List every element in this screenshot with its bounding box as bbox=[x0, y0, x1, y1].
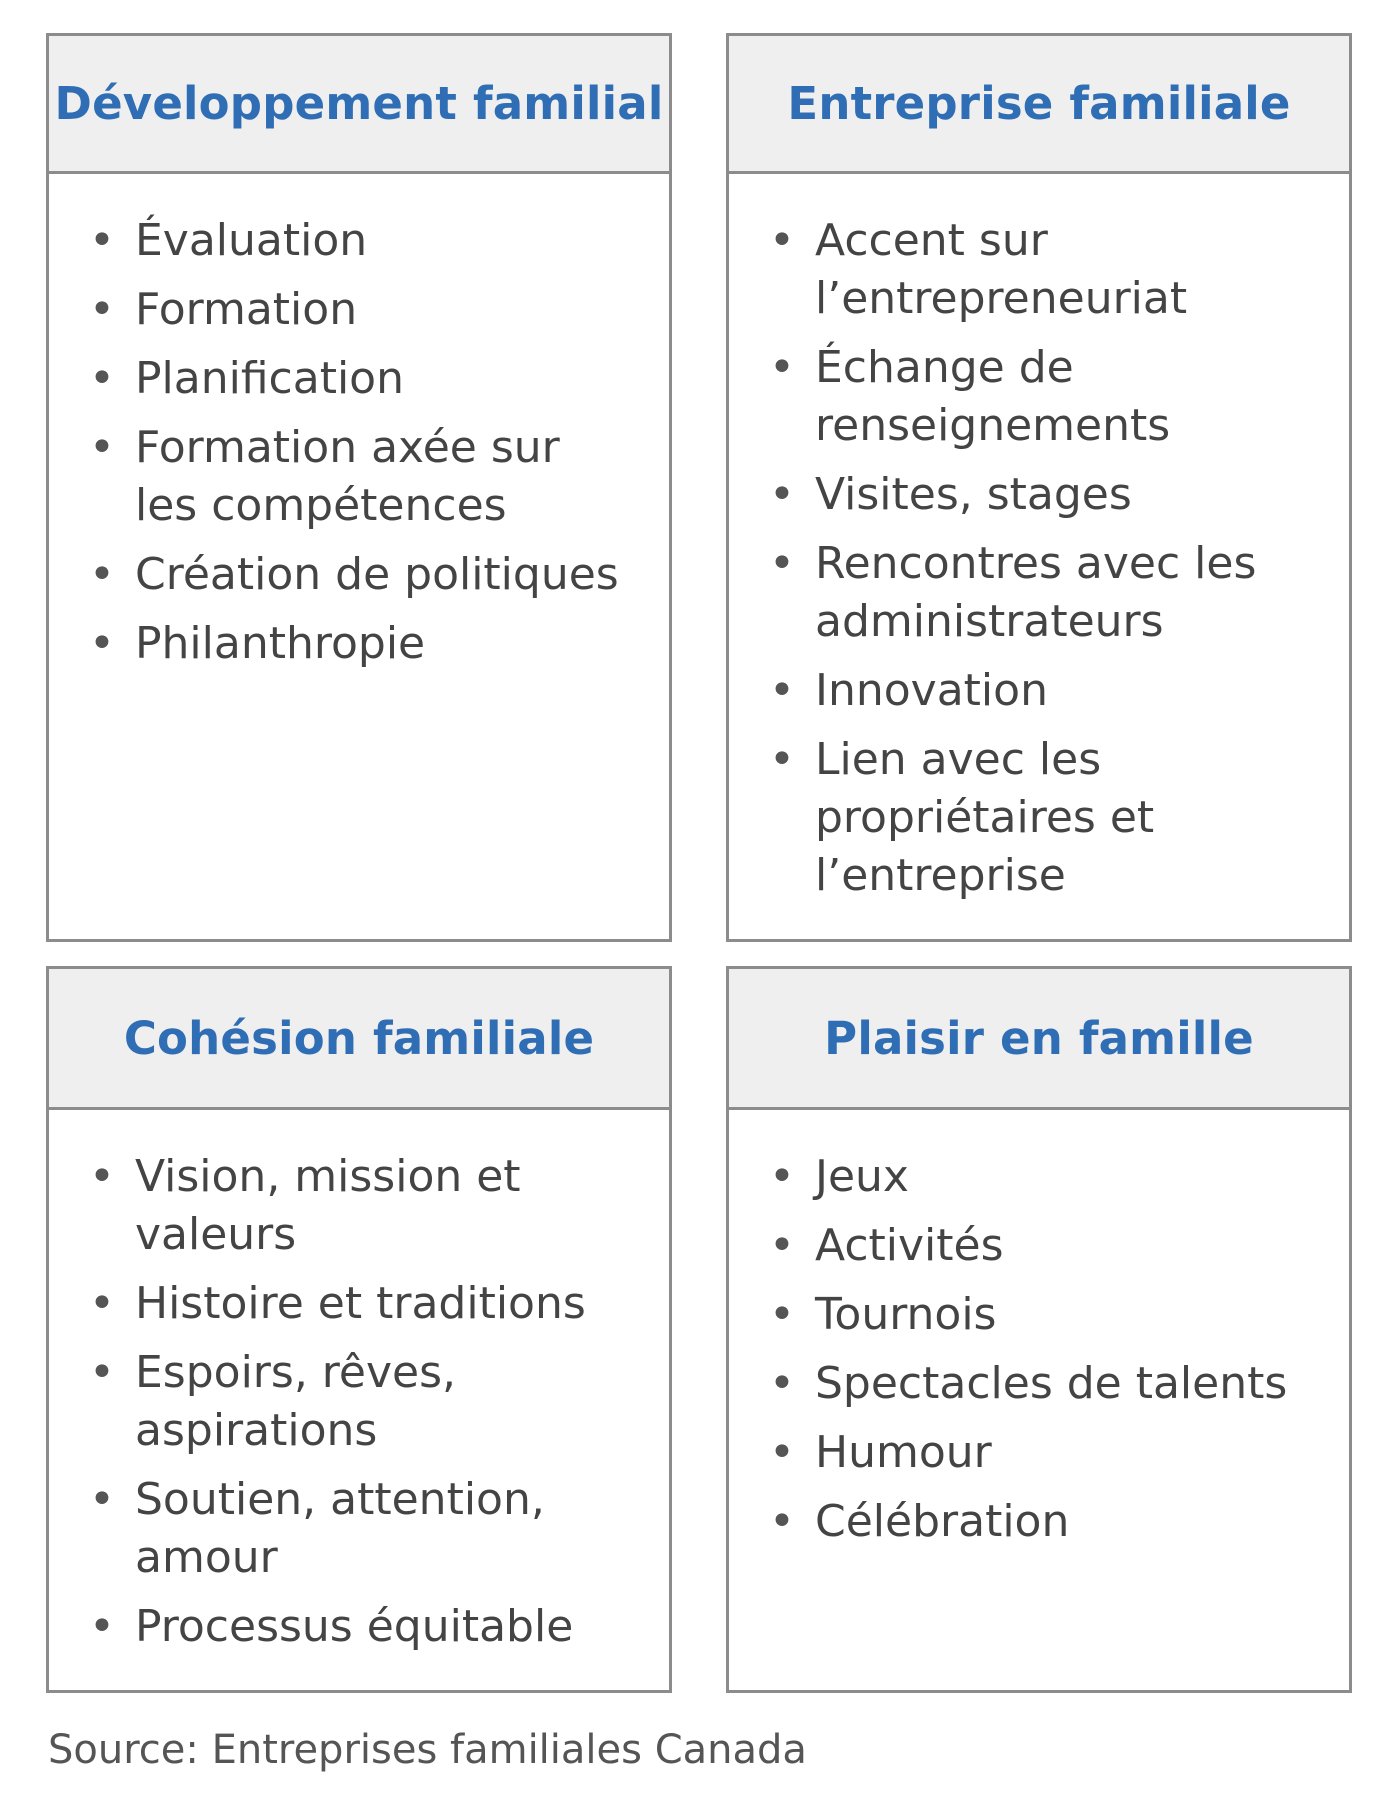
box-family-business bbox=[726, 33, 1352, 942]
bullet-icon: • bbox=[89, 1347, 115, 1398]
box-list bbox=[49, 174, 669, 673]
list-item: • Rencontres avec les administrateurs bbox=[769, 535, 1309, 651]
bullet-icon: • bbox=[769, 215, 795, 266]
box-header bbox=[729, 969, 1349, 1110]
list-item: • Formation bbox=[89, 281, 629, 339]
bullet-icon: • bbox=[769, 1220, 795, 1271]
bullet-icon: • bbox=[769, 665, 795, 716]
list-item: • Espoirs, rêves, aspirations bbox=[89, 1344, 629, 1460]
list-item: • Processus équitable bbox=[89, 1598, 629, 1656]
bullet-icon: • bbox=[769, 1289, 795, 1340]
box-header bbox=[729, 36, 1349, 174]
list-item: • Histoire et traditions bbox=[89, 1275, 629, 1333]
bullet-icon: • bbox=[89, 353, 115, 404]
box-family-cohesion bbox=[46, 966, 672, 1693]
box-header bbox=[49, 36, 669, 174]
bullet-icon: • bbox=[769, 538, 795, 589]
bullet-icon: • bbox=[769, 469, 795, 520]
box-title: Plaisir en famille bbox=[824, 1011, 1254, 1065]
list-item: • Accent sur l’entrepreneuriat bbox=[769, 212, 1309, 328]
bullet-icon: • bbox=[89, 1474, 115, 1525]
bullet-icon: • bbox=[89, 549, 115, 600]
bullet-icon: • bbox=[769, 342, 795, 393]
list-item: • Vision, mission et valeurs bbox=[89, 1148, 629, 1264]
list-item: • Planification bbox=[89, 350, 629, 408]
bullet-icon: • bbox=[89, 1151, 115, 1202]
box-title: Entreprise familiale bbox=[787, 77, 1291, 130]
box-title: Développement familial bbox=[54, 77, 664, 130]
list-item: • Activités bbox=[769, 1217, 1309, 1275]
bullet-icon: • bbox=[769, 1151, 795, 1202]
bullet-icon: • bbox=[89, 618, 115, 669]
box-header bbox=[49, 969, 669, 1110]
list-item: • Soutien, attention, amour bbox=[89, 1471, 629, 1587]
box-family-development bbox=[46, 33, 672, 942]
box-list bbox=[49, 1110, 669, 1656]
list-item: • Visites, stages bbox=[769, 466, 1309, 524]
source-note: Source: Entreprises familiales Canada bbox=[48, 1727, 807, 1773]
list-item: • Philanthropie bbox=[89, 615, 629, 673]
list-item: • Échange de renseignements bbox=[769, 339, 1309, 455]
list-item: • Formation axée sur les compétences bbox=[89, 419, 629, 535]
list-item: • Création de politiques bbox=[89, 546, 629, 604]
bullet-icon: • bbox=[769, 1496, 795, 1547]
box-title: Cohésion familiale bbox=[123, 1011, 595, 1065]
bullet-icon: • bbox=[769, 734, 795, 785]
box-list bbox=[729, 174, 1349, 905]
bullet-icon: • bbox=[89, 422, 115, 473]
list-item: • Tournois bbox=[769, 1286, 1309, 1344]
list-item: • Humour bbox=[769, 1424, 1309, 1482]
list-item: • Jeux bbox=[769, 1148, 1309, 1206]
bullet-icon: • bbox=[89, 284, 115, 335]
bullet-icon: • bbox=[89, 1278, 115, 1329]
list-item: • Lien avec les propriétaires et l’entreprise bbox=[769, 731, 1309, 905]
box-list bbox=[729, 1110, 1349, 1551]
list-item: • Spectacles de talents bbox=[769, 1355, 1309, 1413]
bullet-icon: • bbox=[769, 1358, 795, 1409]
bullet-icon: • bbox=[89, 215, 115, 266]
list-item: • Célébration bbox=[769, 1493, 1309, 1551]
bullet-icon: • bbox=[769, 1427, 795, 1478]
list-item: • Innovation bbox=[769, 662, 1309, 720]
bullet-icon: • bbox=[89, 1601, 115, 1652]
box-family-fun bbox=[726, 966, 1352, 1693]
list-item: • Évaluation bbox=[89, 212, 629, 270]
